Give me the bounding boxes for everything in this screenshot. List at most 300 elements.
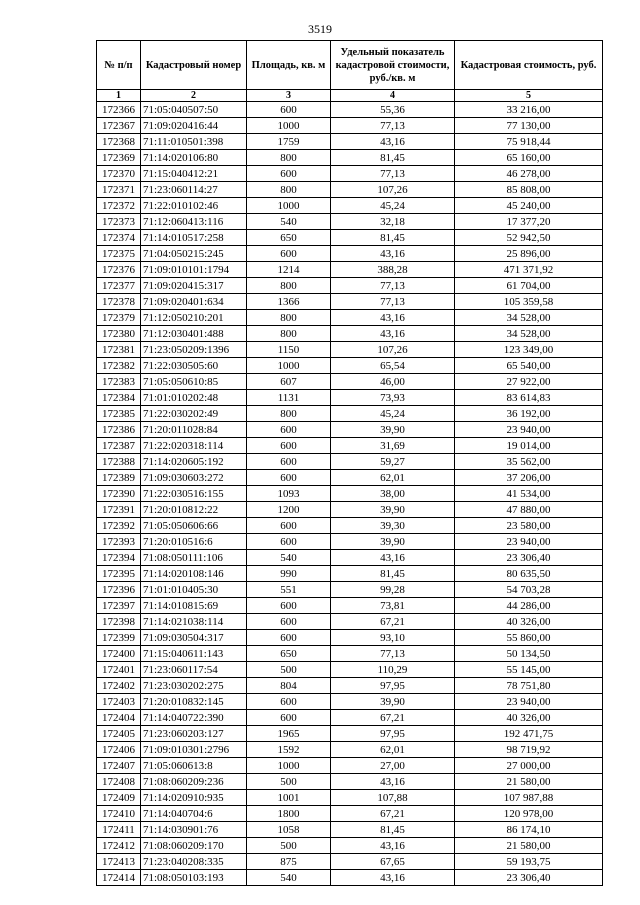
cell-specific-value: 110,29 (331, 662, 455, 678)
cell-cadastral-value: 83 614,83 (455, 390, 603, 406)
cell-specific-value: 67,21 (331, 710, 455, 726)
cell-cadastral-number: 71:08:060209:236 (141, 774, 247, 790)
table-row (97, 710, 603, 726)
cell-index: 172383 (97, 374, 141, 390)
cell-specific-value: 81,45 (331, 150, 455, 166)
cell-area: 650 (247, 230, 331, 246)
cell-area: 1000 (247, 358, 331, 374)
cell-cadastral-number: 71:08:060209:170 (141, 838, 247, 854)
table-row (97, 566, 603, 582)
cell-cadastral-value: 44 286,00 (455, 598, 603, 614)
cell-cadastral-number: 71:22:030516:155 (141, 486, 247, 502)
cell-cadastral-number: 71:15:040611:143 (141, 646, 247, 662)
cell-specific-value: 43,16 (331, 134, 455, 150)
cell-area: 600 (247, 598, 331, 614)
cell-cadastral-number: 71:14:020106:80 (141, 150, 247, 166)
cell-index: 172373 (97, 214, 141, 230)
cell-index: 172401 (97, 662, 141, 678)
cell-cadastral-value: 27 922,00 (455, 374, 603, 390)
cell-index: 172403 (97, 694, 141, 710)
cell-cadastral-number: 71:14:020108:146 (141, 566, 247, 582)
cell-area: 1965 (247, 726, 331, 742)
cell-index: 172375 (97, 246, 141, 262)
cell-specific-value: 107,26 (331, 182, 455, 198)
cell-cadastral-value: 59 193,75 (455, 854, 603, 870)
cell-specific-value: 38,00 (331, 486, 455, 502)
cell-cadastral-number: 71:05:040507:50 (141, 102, 247, 118)
cell-cadastral-number: 71:14:020605:192 (141, 454, 247, 470)
cell-area: 540 (247, 870, 331, 886)
table-row (97, 134, 603, 150)
cell-index: 172411 (97, 822, 141, 838)
cell-cadastral-value: 107 987,88 (455, 790, 603, 806)
cell-specific-value: 43,16 (331, 870, 455, 886)
cell-area: 600 (247, 710, 331, 726)
cell-cadastral-value: 471 371,92 (455, 262, 603, 278)
cell-area: 804 (247, 678, 331, 694)
cell-index: 172413 (97, 854, 141, 870)
cell-cadastral-value: 23 580,00 (455, 518, 603, 534)
cell-area: 800 (247, 182, 331, 198)
cell-specific-value: 59,27 (331, 454, 455, 470)
cell-cadastral-number: 71:14:030901:76 (141, 822, 247, 838)
cell-cadastral-value: 35 562,00 (455, 454, 603, 470)
cell-cadastral-value: 23 940,00 (455, 534, 603, 550)
cell-cadastral-value: 55 145,00 (455, 662, 603, 678)
cell-cadastral-number: 71:04:050215:245 (141, 246, 247, 262)
table-row (97, 294, 603, 310)
cell-index: 172376 (97, 262, 141, 278)
cell-index: 172391 (97, 502, 141, 518)
cell-area: 600 (247, 518, 331, 534)
cell-cadastral-number: 71:01:010405:30 (141, 582, 247, 598)
cell-index: 172396 (97, 582, 141, 598)
table-row (97, 246, 603, 262)
cell-cadastral-number: 71:09:010101:1794 (141, 262, 247, 278)
cell-cadastral-number: 71:23:060203:127 (141, 726, 247, 742)
cell-index: 172388 (97, 454, 141, 470)
cell-specific-value: 77,13 (331, 294, 455, 310)
cell-area: 600 (247, 614, 331, 630)
cell-index: 172378 (97, 294, 141, 310)
table-row (97, 854, 603, 870)
cell-specific-value: 43,16 (331, 246, 455, 262)
cell-specific-value: 62,01 (331, 470, 455, 486)
cell-area: 1150 (247, 342, 331, 358)
table-row (97, 214, 603, 230)
cell-index: 172370 (97, 166, 141, 182)
cell-cadastral-number: 71:20:010832:145 (141, 694, 247, 710)
cell-area: 1800 (247, 806, 331, 822)
cell-cadastral-number: 71:09:010301:2796 (141, 742, 247, 758)
cell-area: 800 (247, 406, 331, 422)
cell-specific-value: 81,45 (331, 566, 455, 582)
cell-cadastral-value: 34 528,00 (455, 326, 603, 342)
cell-cadastral-value: 23 940,00 (455, 422, 603, 438)
column-number: 1 (97, 90, 141, 102)
cell-area: 800 (247, 326, 331, 342)
cell-cadastral-number: 71:15:040412:21 (141, 166, 247, 182)
cell-cadastral-value: 77 130,00 (455, 118, 603, 134)
cell-cadastral-number: 71:09:030504:317 (141, 630, 247, 646)
cell-specific-value: 81,45 (331, 230, 455, 246)
cell-area: 500 (247, 774, 331, 790)
cell-area: 500 (247, 838, 331, 854)
cell-specific-value: 93,10 (331, 630, 455, 646)
table-row (97, 118, 603, 134)
cell-cadastral-value: 120 978,00 (455, 806, 603, 822)
cell-specific-value: 46,00 (331, 374, 455, 390)
cell-cadastral-value: 33 216,00 (455, 102, 603, 118)
cell-cadastral-value: 40 326,00 (455, 710, 603, 726)
cell-index: 172392 (97, 518, 141, 534)
column-number: 3 (247, 90, 331, 102)
column-number: 2 (141, 90, 247, 102)
cell-specific-value: 107,26 (331, 342, 455, 358)
table-row (97, 198, 603, 214)
table-row (97, 630, 603, 646)
cell-specific-value: 67,21 (331, 806, 455, 822)
cell-index: 172386 (97, 422, 141, 438)
cell-cadastral-number: 71:12:060413:116 (141, 214, 247, 230)
table-row (97, 326, 603, 342)
cell-area: 600 (247, 166, 331, 182)
cell-specific-value: 55,36 (331, 102, 455, 118)
cell-cadastral-number: 71:14:010815:69 (141, 598, 247, 614)
cell-specific-value: 77,13 (331, 278, 455, 294)
cell-specific-value: 45,24 (331, 406, 455, 422)
table-row (97, 150, 603, 166)
cell-cadastral-value: 55 860,00 (455, 630, 603, 646)
cell-area: 540 (247, 214, 331, 230)
table-row (97, 262, 603, 278)
cell-cadastral-value: 23 306,40 (455, 550, 603, 566)
cell-cadastral-value: 41 534,00 (455, 486, 603, 502)
cell-area: 990 (247, 566, 331, 582)
cell-cadastral-value: 50 134,50 (455, 646, 603, 662)
cell-cadastral-value: 34 528,00 (455, 310, 603, 326)
table-row (97, 838, 603, 854)
cell-area: 1200 (247, 502, 331, 518)
cell-specific-value: 73,93 (331, 390, 455, 406)
table-row (97, 790, 603, 806)
cell-specific-value: 32,18 (331, 214, 455, 230)
cell-index: 172367 (97, 118, 141, 134)
table-row (97, 742, 603, 758)
cell-cadastral-number: 71:09:020401:634 (141, 294, 247, 310)
table-row (97, 406, 603, 422)
table-row (97, 694, 603, 710)
cell-index: 172374 (97, 230, 141, 246)
cell-area: 600 (247, 422, 331, 438)
cell-cadastral-value: 27 000,00 (455, 758, 603, 774)
cell-index: 172408 (97, 774, 141, 790)
table-row (97, 806, 603, 822)
cell-cadastral-value: 46 278,00 (455, 166, 603, 182)
cell-specific-value: 43,16 (331, 774, 455, 790)
cell-specific-value: 39,90 (331, 502, 455, 518)
cell-index: 172382 (97, 358, 141, 374)
table-row (97, 678, 603, 694)
cell-cadastral-number: 71:12:030401:488 (141, 326, 247, 342)
cell-cadastral-value: 65 540,00 (455, 358, 603, 374)
cell-cadastral-number: 71:23:040208:335 (141, 854, 247, 870)
cell-cadastral-number: 71:23:060117:54 (141, 662, 247, 678)
cell-cadastral-number: 71:12:050210:201 (141, 310, 247, 326)
cell-specific-value: 39,30 (331, 518, 455, 534)
table-row (97, 278, 603, 294)
cell-cadastral-value: 85 808,00 (455, 182, 603, 198)
table-row (97, 502, 603, 518)
header-cadastral-number: Кадастровый номер (141, 41, 247, 90)
cell-index: 172369 (97, 150, 141, 166)
cell-cadastral-number: 71:09:020416:44 (141, 118, 247, 134)
cell-cadastral-value: 23 306,40 (455, 870, 603, 886)
column-number: 5 (455, 90, 603, 102)
cell-index: 172399 (97, 630, 141, 646)
table-row (97, 102, 603, 118)
table-row (97, 182, 603, 198)
header-index: № п/п (97, 41, 141, 90)
table-row (97, 550, 603, 566)
cell-specific-value: 43,16 (331, 838, 455, 854)
cell-index: 172414 (97, 870, 141, 886)
cell-specific-value: 388,28 (331, 262, 455, 278)
table-row (97, 422, 603, 438)
cell-index: 172402 (97, 678, 141, 694)
cell-specific-value: 77,13 (331, 118, 455, 134)
cell-specific-value: 67,21 (331, 614, 455, 630)
table-row (97, 726, 603, 742)
cell-area: 1214 (247, 262, 331, 278)
cell-specific-value: 77,13 (331, 166, 455, 182)
cell-index: 172398 (97, 614, 141, 630)
cell-area: 1759 (247, 134, 331, 150)
table-row (97, 774, 603, 790)
table-row (97, 342, 603, 358)
table-body (97, 102, 603, 886)
table-row (97, 390, 603, 406)
cell-area: 600 (247, 454, 331, 470)
cell-cadastral-value: 21 580,00 (455, 774, 603, 790)
table-row (97, 454, 603, 470)
cell-specific-value: 39,90 (331, 694, 455, 710)
cell-area: 600 (247, 246, 331, 262)
cell-cadastral-value: 21 580,00 (455, 838, 603, 854)
table-row (97, 486, 603, 502)
cell-index: 172387 (97, 438, 141, 454)
cell-specific-value: 99,28 (331, 582, 455, 598)
cell-cadastral-value: 65 160,00 (455, 150, 603, 166)
cell-cadastral-number: 71:14:040704:6 (141, 806, 247, 822)
cell-index: 172410 (97, 806, 141, 822)
cell-specific-value: 43,16 (331, 550, 455, 566)
cell-cadastral-number: 71:08:050103:193 (141, 870, 247, 886)
cell-area: 607 (247, 374, 331, 390)
cell-specific-value: 27,00 (331, 758, 455, 774)
cell-specific-value: 43,16 (331, 326, 455, 342)
cell-cadastral-number: 71:01:010202:48 (141, 390, 247, 406)
cell-index: 172390 (97, 486, 141, 502)
cell-specific-value: 81,45 (331, 822, 455, 838)
cell-cadastral-value: 61 704,00 (455, 278, 603, 294)
cell-area: 551 (247, 582, 331, 598)
cell-area: 800 (247, 310, 331, 326)
cell-index: 172371 (97, 182, 141, 198)
cell-specific-value: 65,54 (331, 358, 455, 374)
cell-specific-value: 107,88 (331, 790, 455, 806)
cell-cadastral-number: 71:22:010102:46 (141, 198, 247, 214)
cell-cadastral-number: 71:05:050606:66 (141, 518, 247, 534)
cell-index: 172406 (97, 742, 141, 758)
cell-cadastral-number: 71:14:021038:114 (141, 614, 247, 630)
cell-index: 172409 (97, 790, 141, 806)
table-row (97, 230, 603, 246)
cell-index: 172394 (97, 550, 141, 566)
cell-cadastral-number: 71:14:020910:935 (141, 790, 247, 806)
cell-specific-value: 43,16 (331, 310, 455, 326)
cell-specific-value: 73,81 (331, 598, 455, 614)
cell-area: 1131 (247, 390, 331, 406)
cell-specific-value: 31,69 (331, 438, 455, 454)
cell-cadastral-value: 17 377,20 (455, 214, 603, 230)
cell-specific-value: 45,24 (331, 198, 455, 214)
page-number: 3519 (308, 22, 332, 36)
cell-cadastral-number: 71:20:010812:22 (141, 502, 247, 518)
cell-cadastral-number: 71:22:020318:114 (141, 438, 247, 454)
cell-area: 1592 (247, 742, 331, 758)
table-row (97, 374, 603, 390)
cell-area: 600 (247, 694, 331, 710)
cell-index: 172385 (97, 406, 141, 422)
cell-area: 540 (247, 550, 331, 566)
cell-cadastral-value: 98 719,92 (455, 742, 603, 758)
cell-specific-value: 39,90 (331, 422, 455, 438)
cell-cadastral-number: 71:23:030202:275 (141, 678, 247, 694)
cell-cadastral-value: 192 471,75 (455, 726, 603, 742)
cell-index: 172397 (97, 598, 141, 614)
cell-area: 800 (247, 150, 331, 166)
cell-cadastral-number: 71:08:050111:106 (141, 550, 247, 566)
cell-cadastral-number: 71:23:050209:1396 (141, 342, 247, 358)
cell-cadastral-value: 45 240,00 (455, 198, 603, 214)
cell-area: 1093 (247, 486, 331, 502)
column-number-row (97, 90, 603, 102)
cell-cadastral-value: 19 014,00 (455, 438, 603, 454)
cell-cadastral-value: 52 942,50 (455, 230, 603, 246)
cell-index: 172407 (97, 758, 141, 774)
cell-area: 600 (247, 470, 331, 486)
cell-cadastral-number: 71:14:010517:258 (141, 230, 247, 246)
cell-index: 172400 (97, 646, 141, 662)
cell-index: 172393 (97, 534, 141, 550)
cell-specific-value: 39,90 (331, 534, 455, 550)
cell-area: 600 (247, 102, 331, 118)
cell-area: 600 (247, 438, 331, 454)
cadastral-value-table (96, 40, 603, 886)
cell-cadastral-value: 25 896,00 (455, 246, 603, 262)
cell-area: 600 (247, 534, 331, 550)
cell-specific-value: 67,65 (331, 854, 455, 870)
cell-area: 500 (247, 662, 331, 678)
cell-specific-value: 97,95 (331, 678, 455, 694)
cell-cadastral-value: 47 880,00 (455, 502, 603, 518)
cell-cadastral-number: 71:09:030603:272 (141, 470, 247, 486)
table-row (97, 870, 603, 886)
cell-cadastral-number: 71:23:060114:27 (141, 182, 247, 198)
table-row (97, 598, 603, 614)
table-row (97, 758, 603, 774)
header-cadastral-value: Кадастровая стоимость, руб. (455, 41, 603, 90)
table-row (97, 614, 603, 630)
table-row (97, 518, 603, 534)
cell-index: 172381 (97, 342, 141, 358)
cell-index: 172404 (97, 710, 141, 726)
cell-cadastral-number: 71:20:011028:84 (141, 422, 247, 438)
cell-cadastral-number: 71:11:010501:398 (141, 134, 247, 150)
cell-cadastral-number: 71:22:030202:49 (141, 406, 247, 422)
cell-area: 1000 (247, 758, 331, 774)
header-area: Площадь, кв. м (247, 41, 331, 90)
cell-index: 172395 (97, 566, 141, 582)
cell-area: 1058 (247, 822, 331, 838)
cell-cadastral-number: 71:22:030505:60 (141, 358, 247, 374)
cell-area: 1000 (247, 198, 331, 214)
cell-cadastral-value: 37 206,00 (455, 470, 603, 486)
table-row (97, 822, 603, 838)
cell-cadastral-number: 71:14:040722:390 (141, 710, 247, 726)
cell-index: 172412 (97, 838, 141, 854)
cell-cadastral-value: 75 918,44 (455, 134, 603, 150)
cell-area: 600 (247, 630, 331, 646)
cell-cadastral-value: 40 326,00 (455, 614, 603, 630)
table-row (97, 470, 603, 486)
table-row (97, 646, 603, 662)
header-specific-value: Удельный показатель кадастровой стоимости, руб./кв. м (331, 41, 455, 90)
cell-area: 1366 (247, 294, 331, 310)
table-row (97, 310, 603, 326)
table-row (97, 582, 603, 598)
cell-cadastral-value: 105 359,58 (455, 294, 603, 310)
table-row (97, 662, 603, 678)
cell-specific-value: 97,95 (331, 726, 455, 742)
cell-area: 800 (247, 278, 331, 294)
cell-area: 1001 (247, 790, 331, 806)
cell-area: 875 (247, 854, 331, 870)
column-number: 4 (331, 90, 455, 102)
cell-index: 172379 (97, 310, 141, 326)
cell-area: 650 (247, 646, 331, 662)
cell-index: 172384 (97, 390, 141, 406)
cell-cadastral-value: 54 703,28 (455, 582, 603, 598)
header-row (97, 41, 603, 90)
table-row (97, 534, 603, 550)
cell-specific-value: 77,13 (331, 646, 455, 662)
cell-cadastral-value: 80 635,50 (455, 566, 603, 582)
cell-index: 172366 (97, 102, 141, 118)
cell-cadastral-value: 36 192,00 (455, 406, 603, 422)
table-row (97, 358, 603, 374)
cell-cadastral-value: 23 940,00 (455, 694, 603, 710)
table-row (97, 166, 603, 182)
cell-cadastral-value: 78 751,80 (455, 678, 603, 694)
table-row (97, 438, 603, 454)
cell-cadastral-number: 71:05:050610:85 (141, 374, 247, 390)
cell-index: 172389 (97, 470, 141, 486)
cell-cadastral-value: 86 174,10 (455, 822, 603, 838)
cell-cadastral-number: 71:20:010516:6 (141, 534, 247, 550)
cell-area: 1000 (247, 118, 331, 134)
